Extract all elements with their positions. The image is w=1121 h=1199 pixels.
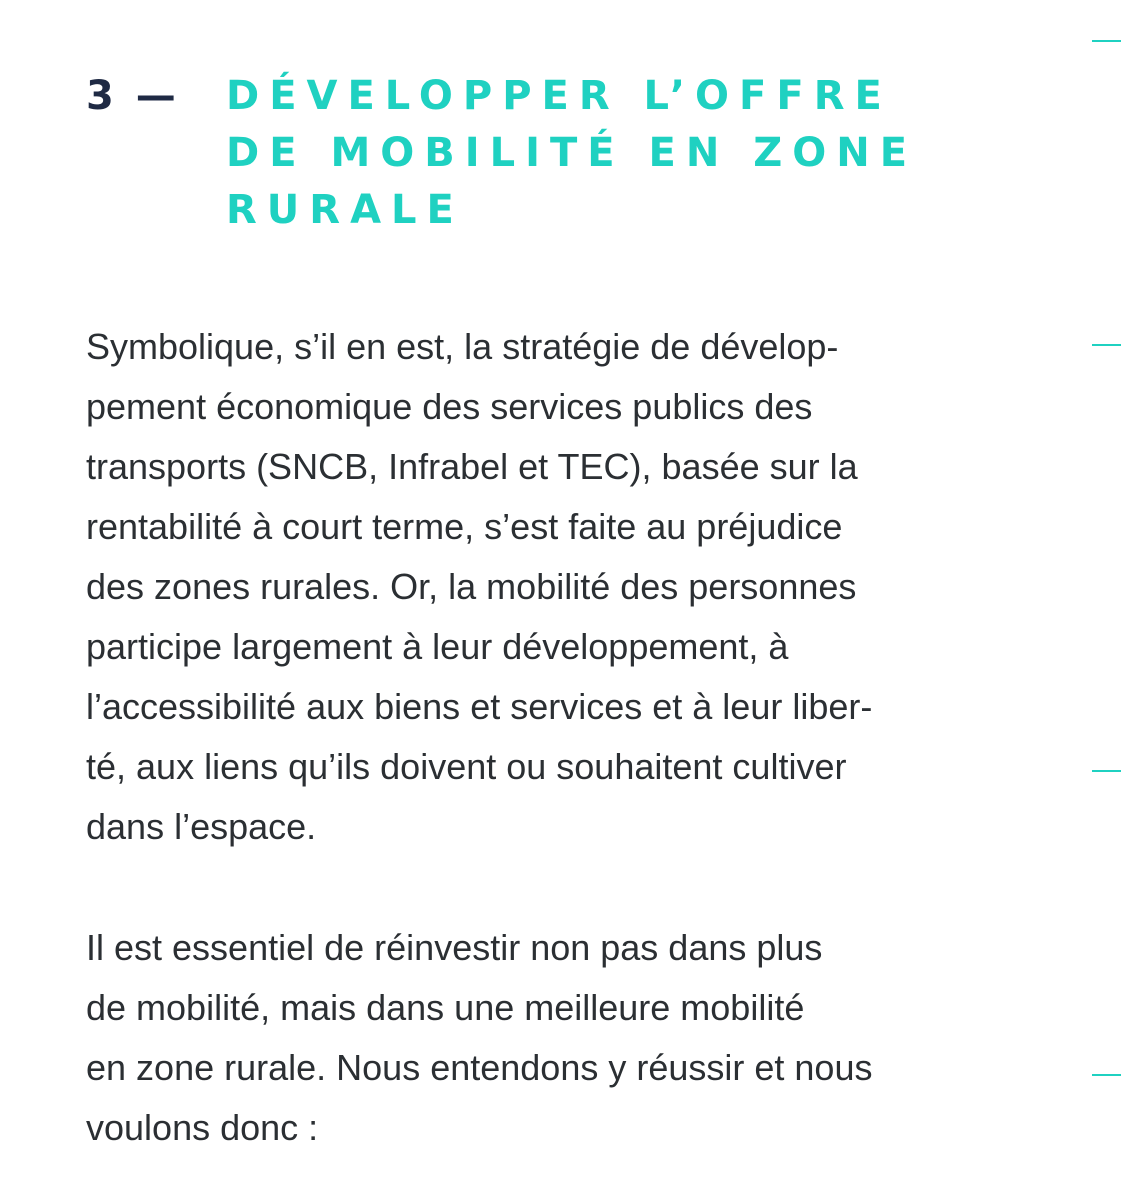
paragraph-line: l’accessibilité aux biens et services et à leur liber- xyxy=(86,686,873,727)
section-title xyxy=(226,68,1086,239)
section-title-line: DÉVELOPPER L’OFFRE xyxy=(226,73,892,119)
paragraph-line: Il est essentiel de réinvestir non pas dans plus xyxy=(86,927,823,968)
paragraph-line: Symbolique, s’il en est, la stratégie de dévelop- xyxy=(86,326,839,367)
paragraph-line: rentabilité à court terme, s’est faite au préjudice xyxy=(86,506,843,547)
section-title-line: DE MOBILITÉ EN ZONE xyxy=(226,130,918,176)
paragraph-line: té, aux liens qu’ils doivent ou souhaitent cultiver xyxy=(86,746,847,787)
paragraph-line: transports (SNCB, Infrabel et TEC), basée sur la xyxy=(86,446,858,487)
section-title-line: RURALE xyxy=(226,187,464,233)
margin-tick-mark xyxy=(1092,770,1121,772)
paragraph-intro xyxy=(86,317,1046,857)
paragraph-line: de mobilité, mais dans une meilleure mobilité xyxy=(86,987,805,1028)
paragraph-line: pement économique des services publics des xyxy=(86,386,813,427)
margin-tick-mark xyxy=(1092,1074,1121,1076)
paragraph-line: en zone rurale. Nous entendons y réussir et nous xyxy=(86,1047,873,1088)
paragraph-line: voulons donc : xyxy=(86,1107,319,1148)
margin-tick-mark xyxy=(1092,344,1121,346)
paragraph-line: participe largement à leur développement, à xyxy=(86,626,789,667)
paragraph-commitment xyxy=(86,918,1046,1158)
margin-tick-mark xyxy=(1092,40,1121,42)
paragraph-line: dans l’espace. xyxy=(86,806,317,847)
paragraph-line: des zones rurales. Or, la mobilité des personnes xyxy=(86,566,857,607)
section-number: 3 — xyxy=(86,73,180,119)
